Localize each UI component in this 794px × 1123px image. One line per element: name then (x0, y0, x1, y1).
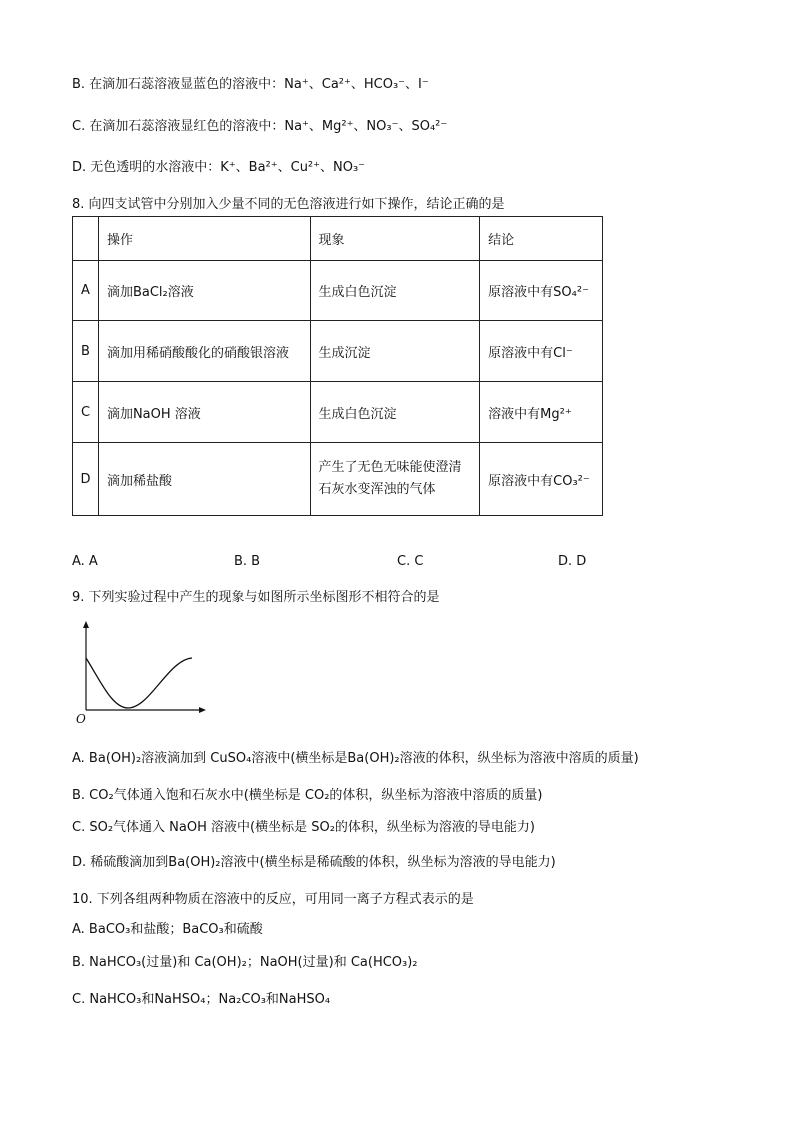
conclusion-cell: 溶液中有Mg²⁺ (480, 382, 603, 443)
q8-option-a: A. A (72, 554, 98, 569)
q10-option-c: C. NaHCO₃和NaHSO₄；Na₂CO₃和NaHSO₄ (72, 992, 331, 1007)
q9-option-d: D. 稀硫酸滴加到Ba(OH)₂溶液中(横坐标是稀硫酸的体积，纵坐标为溶液的导电能力) (72, 855, 556, 870)
q7-option-c: C. 在滴加石蕊溶液显红色的溶液中：Na⁺、Mg²⁺、NO₃⁻、SO₄²⁻ (72, 119, 448, 134)
table-row (73, 382, 603, 443)
phenomenon-cell: 生成沉淀 (310, 321, 480, 382)
row-label: A (73, 261, 99, 321)
operation-cell: 滴加用稀硝酸酸化的硝酸银溶液 (98, 321, 310, 382)
graph-origin-label: O (76, 712, 86, 726)
q8-stem: 8. 向四支试管中分别加入少量不同的无色溶液进行如下操作，结论正确的是 (72, 197, 505, 212)
table-row (73, 261, 603, 321)
table-header-cell: 现象 (310, 217, 480, 261)
q10-option-a: A. BaCO₃和盐酸；BaCO₃和硫酸 (72, 922, 263, 937)
phenomenon-cell: 生成白色沉淀 (310, 261, 480, 321)
operation-cell: 滴加NaOH 溶液 (98, 382, 310, 443)
q7-option-b: B. 在滴加石蕊溶液显蓝色的溶液中：Na⁺、Ca²⁺、HCO₃⁻、I⁻ (72, 77, 429, 92)
q9-graph (70, 620, 215, 730)
q9-stem: 9. 下列实验过程中产生的现象与如图所示坐标图形不相符合的是 (72, 590, 440, 605)
conclusion-cell: 原溶液中有SO₄²⁻ (480, 261, 603, 321)
graph-curve (86, 658, 192, 708)
q10-stem: 10. 下列各组两种物质在溶液中的反应，可用同一离子方程式表示的是 (72, 892, 474, 907)
conclusion-cell: 原溶液中有CO₃²⁻ (480, 443, 603, 516)
q8-option-b: B. B (234, 554, 261, 569)
operation-cell: 滴加稀盐酸 (98, 443, 310, 516)
conclusion-cell: 原溶液中有Cl⁻ (480, 321, 603, 382)
table-header-cell: 结论 (480, 217, 603, 261)
q9-option-b: B. CO₂气体通入饱和石灰水中(横坐标是 CO₂的体积，纵坐标为溶液中溶质的质量) (72, 788, 543, 803)
table-row (73, 443, 603, 516)
q9-option-a: A. Ba(OH)₂溶液滴加到 CuSO₄溶液中(横坐标是Ba(OH)₂溶液的体积，纵坐标为溶液中溶质的质量) (72, 751, 639, 766)
q8-options (72, 554, 632, 572)
q9-option-c: C. SO₂气体通入 NaOH 溶液中(横坐标是 SO₂的体积，纵坐标为溶液的导电能力) (72, 820, 535, 835)
phenomenon-cell: 产生了无色无味能使澄清石灰水变浑浊的气体 (310, 443, 480, 516)
q7-option-d: D. 无色透明的水溶液中：K⁺、Ba²⁺、Cu²⁺、NO₃⁻ (72, 160, 366, 175)
table-header-row (73, 217, 603, 261)
q8-option-d: D. D (558, 554, 587, 569)
graph-x-arrow (199, 707, 206, 713)
row-label: C (73, 382, 99, 443)
table-header-cell (73, 217, 99, 261)
table-row (73, 321, 603, 382)
row-label: B (73, 321, 99, 382)
table-header-cell: 操作 (98, 217, 310, 261)
row-label: D (73, 443, 99, 516)
q10-option-b: B. NaHCO₃(过量)和 Ca(OH)₂；NaOH(过量)和 Ca(HCO₃)₂ (72, 955, 418, 970)
q8-table (72, 216, 603, 516)
phenomenon-cell: 生成白色沉淀 (310, 382, 480, 443)
graph-y-arrow (83, 621, 89, 628)
q8-option-c: C. C (397, 554, 424, 569)
operation-cell: 滴加BaCl₂溶液 (98, 261, 310, 321)
